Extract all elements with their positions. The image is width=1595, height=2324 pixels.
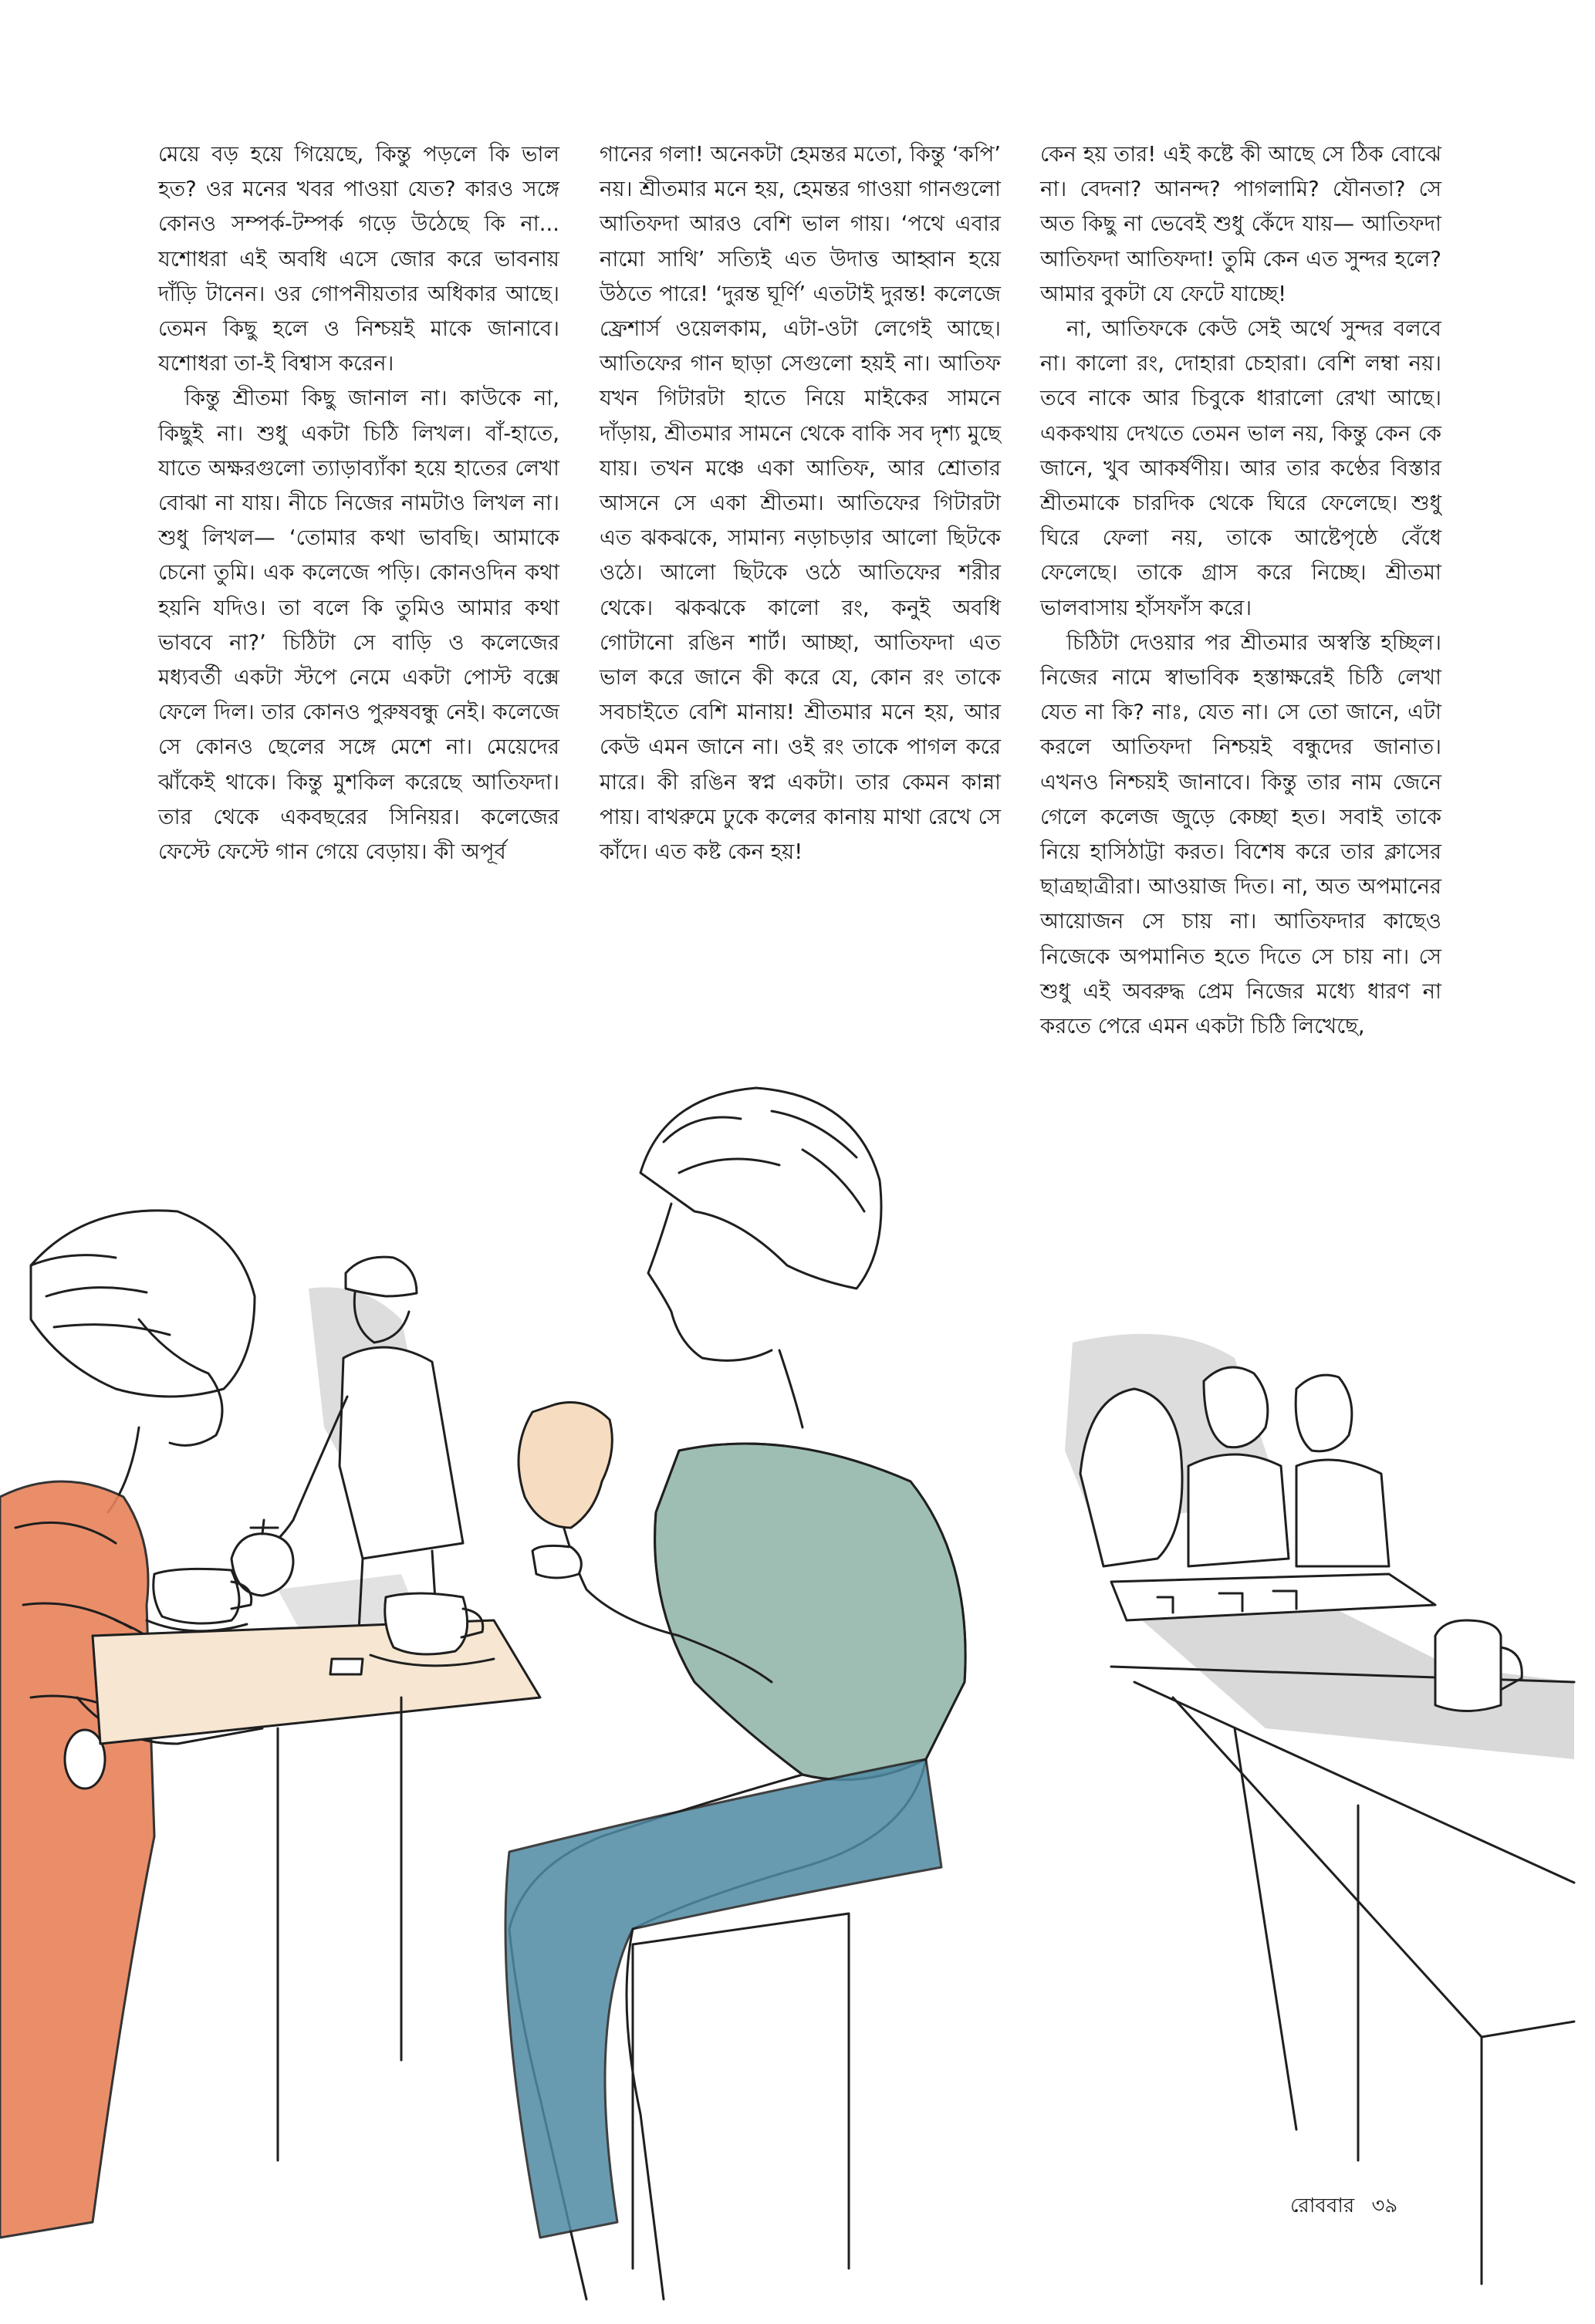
magazine-name: রোববার xyxy=(1290,2194,1355,2218)
paragraph: চিঠিটা দেওয়ার পর শ্রীতমার অস্বস্তি হচ্ছিল। নিজের নামে স্বাভাবিক হস্তাক্ষরেই চিঠি লেখা যেত না কি? নাঃ, যেত না। সে তো জানে, এটা করলে আতিফদা নিশ্চয়ই বন্ধুদের জানাত। এখনও নিশ্চয়ই জানাবে। কিন্তু তার নাম জেনে গেলে কলেজ জুড়ে কেচ্ছা হত। সবাই তাকে নিয়ে হাসিঠাট্টা করত। বিশেষ করে তার ক্লাসের ছাত্রছাত্রীরা। আওয়াজ দিত। না, অত অপমানের আয়োজন সে চায় না। আতিফদার কাছেও নিজেকে অপমানিত হতে দিতে সে চায় না। সে শুধু এই অবরুদ্ধ প্রেম নিজের মধ্যে ধারণ না করতে পেরে এমন একটা চিঠি লিখেছে, xyxy=(1040,630,1441,1039)
man-figure xyxy=(505,1088,965,2299)
cafe-illustration xyxy=(0,1065,1595,2324)
background-group xyxy=(1080,1367,1435,1620)
article-column-1 xyxy=(158,137,559,870)
page-footer xyxy=(1290,2190,1397,2224)
paragraph: না, আতিফকে কেউ সেই অর্থে সুন্দর বলবে না। কালো রং, দোহারা চেহারা। বেশি লম্বা নয়। তবে নাকে আর চিবুকে ধারালো রেখা আছে। এককথায় দেখতে তেমন ভাল নয়, কিন্তু কেন কে জানে, খুব আকর্ষণীয়। আর তার কণ্ঠের বিস্তার শ্রীতমাকে চারদিক থেকে ঘিরে ফেলেছে। শুধু ঘিরে ফেলা নয়, তাকে আষ্টেপৃষ্ঠে বেঁধে ফেলেছে। তাকে গ্রাস করে নিচ্ছে। শ্রীতমা ভালবাসায় হাঁসফাঁস করে। xyxy=(1040,316,1441,620)
article-column-2 xyxy=(600,137,1001,870)
cafe-table xyxy=(93,1569,540,2160)
paragraph: কেন হয় তার! এই কষ্টে কী আছে সে ঠিক বোঝে না। বেদনা? আনন্দ? পাগলামি? যৌনতা? সে অত কিছু না ভেবেই শুধু কেঁদে যায়— আতিফদা আতিফদা আতিফদা! তুমি কেন এত সুন্দর হলে? আমার বুকটা যে ফেটে যাচ্ছে! xyxy=(1040,142,1441,306)
paragraph: মেয়ে বড় হয়ে গিয়েছে, কিন্তু পড়লে কি ভাল হত? ওর মনের খবর পাওয়া যেত? কারও সঙ্গে কোনও সম্পর্ক-টম্পর্ক গড়ে উঠেছে কি না... যশোধরা এই অবধি এসে জোর করে ভাবনায় দাঁড়ি টানেন। ওর গোপনীয়তার অধিকার আছে। তেমন কিছু হলে ও নিশ্চয়ই মাকে জানাবে। যশোধরা তা-ই বিশ্বাস করেন। xyxy=(158,142,559,377)
paragraph: কিন্তু শ্রীতমা কিছু জানাল না। কাউকে না, কিছুই না। শুধু একটা চিঠি লিখল। বাঁ-হাতে, যাতে অক্ষরগুলো ত্যাড়াব্যাঁকা হয়ে হাতের লেখা বোঝা না যায়। নীচে নিজের নামটাও লিখল না। শুধু লিখল— ‘তোমার কথা ভাবছি। আমাকে চেনো তুমি। এক কলেজে পড়ি। কোনওদিন কথা হয়নি যদিও। তা বলে কি তুমিও আমার কথা ভাববে না?’ চিঠিটা সে বাড়ি ও কলেজের মধ্যবর্তী একটা স্টপে নেমে একটা পোস্ট বক্সে ফেলে দিল। তার কোনও পুরুষবন্ধু নেই। কলেজে সে কোনও ছেলের সঙ্গে মেশে না। মেয়েদের ঝাঁকেই থাকে। কিন্তু মুশকিল করেছে আতিফদা। তার থেকে একবছরের সিনিয়র। কলেজের ফেস্টে ফেস্টে গান গেয়ে বেড়ায়। কী অপূর্ব xyxy=(158,386,559,865)
paragraph: গানের গলা! অনেকটা হেমন্তর মতো, কিন্তু ‘কপি’ নয়। শ্রীতমার মনে হয়, হেমন্তর গাওয়া গানগুলো আতিফদা আরও বেশি ভাল গায়। ‘পথে এবার নামো সাথি’ সত্যিই এত উদাত্ত আহ্বান হয়ে উঠতে পারে! ‘দুরন্ত ঘূর্ণি’ এতটাই দুরন্ত! কলেজে ফ্রেশার্স ওয়েলকাম, এটা-ওটা লেগেই আছে। আতিফের গান ছাড়া সেগুলো হয়ই না। আতিফ যখন গিটারটা হাতে নিয়ে মাইকের সামনে দাঁড়ায়, শ্রীতমার সামনে থেকে বাকি সব দৃশ্য মুছে যায়। তখন মঞ্চে একা আতিফ, আর শ্রোতার আসনে সে একা শ্রীতমা। আতিফের গিটারটা এত ঝকঝকে, সামান্য নড়াচড়ার আলো ছিটকে ওঠে। আলো ছিটকে ওঠে আতিফের শরীর থেকে। ঝকঝকে কালো রং, কনুই অবধি গোটানো রঙিন শার্ট। আচ্ছা, আতিফদা এত ভাল করে জানে কী করে যে, কোন রং তাকে সবচাইতে বেশি মানায়! শ্রীতমার মনে হয়, আর কেউ এমন জানে না। ওই রং তাকে পাগল করে মারে। কী রঙিন স্বপ্ন একটা। তার কেমন কান্না পায়। বাথরুমে ঢুকে কলের কানায় মাথা রেখে সে কাঁদে। এত কষ্ট কেন হয়! xyxy=(600,142,1001,865)
page-number: ৩৯ xyxy=(1371,2194,1398,2218)
article-column-3 xyxy=(1040,137,1441,1044)
